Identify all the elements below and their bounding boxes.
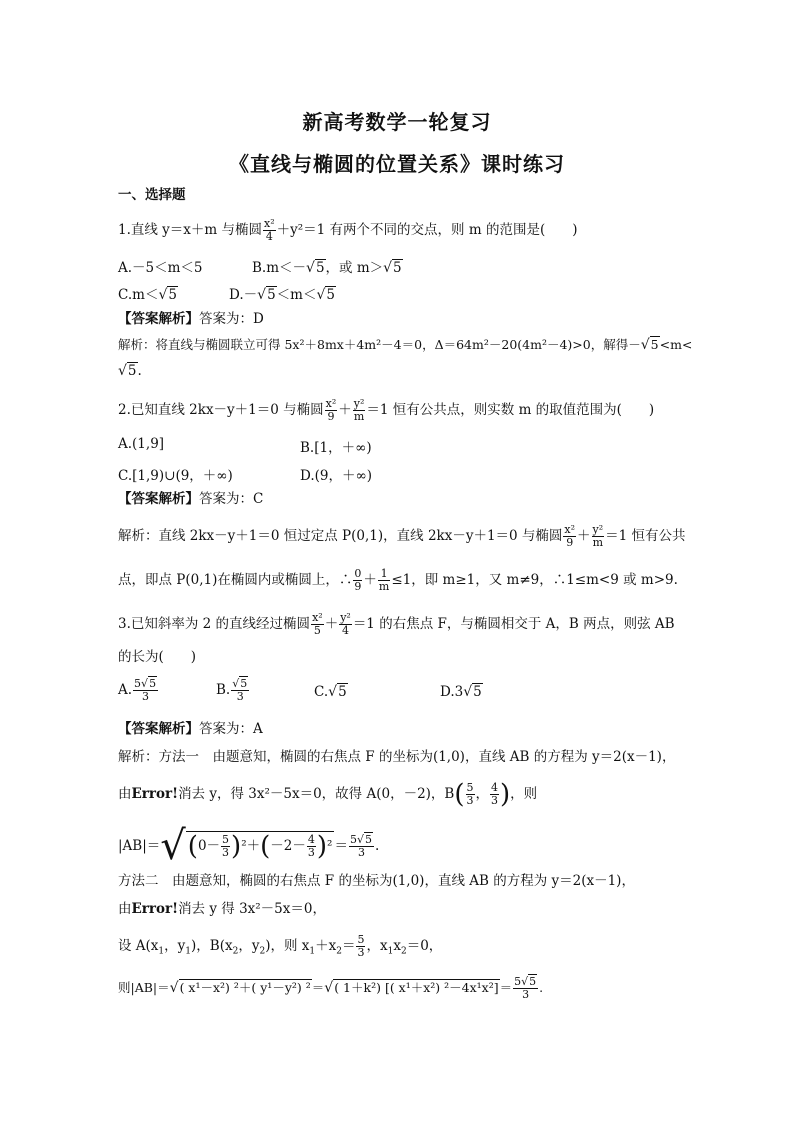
q2-option-a: A.(1,9] [118, 436, 165, 452]
q3-method2: 方法二 由题意知，椭圆的右焦点 F 的坐标为(1,0)，直线 AB 的方程为 y＝2(x－1)， [118, 873, 635, 889]
q2-solution: 解析：直线 2kx－y＋1＝0 恒过定点 P(0,1)，直线 2kx－y＋1＝0 与椭圆 $\frac{\text{x²}}{9}$ ＋ $\frac{\text{y²}}{m}$ ＝1 恒有公共 [118, 523, 686, 549]
q1-option-c: C.m＜√5 [118, 287, 177, 303]
q1-solution: 解析：将直线与椭圆联立可得 5x²＋8mx＋4m²－4＝0，Δ＝64m²－20(4m²－4)>0，解得－√5<m< [118, 337, 693, 353]
q3-method2-result: 则|AB|＝√( x¹－x²) ²＋( y¹－y²) ²＝√( 1＋k²) [( x¹＋x²) ²－4x¹x²]＝ $\frac{5√5}{3}$ . [118, 975, 544, 1001]
question-1: 1.直线 y＝x＋m 与椭圆 $\frac{\text{x²}}{4}$ ＋y²＝1 有两个不同的交点，则 m 的范围是( ) [118, 217, 578, 243]
q2-solution-cont: 点，即点 P(0,1)在椭圆内或椭圆上，∴ $\frac{0}{9}$ ＋ $\frac{1}{m}$ ≤1，即 m≥1，又 m≠9，∴1≤m<9 或 m>9. [118, 567, 678, 593]
q1-option-a: A.－5＜m＜5 [118, 260, 203, 276]
fraction: $\frac{\text{x²}}{4}$ [264, 217, 275, 243]
q3-option-a: A. $\frac{5√5}{3}$ [118, 677, 157, 703]
q3-ab-formula: |AB|＝√(0－ $\frac{5}{3}$ )²＋(－2－ $\frac{4}{3}$ )² ＝ $\frac{5√5}{3}$ . [118, 823, 380, 869]
q2-option-d: D.(9，＋∞) [300, 468, 373, 484]
q2-option-c: C.[1,9)∪(9，＋∞) [118, 468, 233, 484]
question-2: 2.已知直线 2kx－y＋1＝0 与椭圆 $\frac{\text{x²}}{9}$ ＋ $\frac{\text{y²}}{m}$ ＝1 恒有公共点，则实数 m 的取值范围为( ) [118, 397, 655, 423]
section-heading: 一、选择题 [118, 187, 186, 203]
q2-option-b: B.[1，＋∞) [300, 440, 372, 456]
question-3: 3.已知斜率为 2 的直线经过椭圆 $\frac{\text{x²}}{5}$ ＋ $\frac{\text{y²}}{4}$ ＝1 的右焦点 F，与椭圆相交于 A，B 两点，则弦 AB [118, 611, 675, 637]
q3-method1: 解析：方法一 由题意知，椭圆的右焦点 F 的坐标为(1,0)，直线 AB 的方程为 y＝2(x－1)， [118, 749, 676, 765]
q1-answer: 【答案解析】答案为：D [118, 311, 264, 327]
q1-option-d: D.－√5＜m＜√5 [229, 287, 335, 303]
q1-solution-cont: √5. [118, 363, 142, 379]
question-3-cont: 的长为( ) [118, 649, 197, 665]
q3-answer: 【答案解析】答案为：A [118, 721, 263, 737]
doc-title: 新高考数学一轮复习 [302, 110, 492, 134]
doc-subtitle: 《直线与椭圆的位置关系》课时练习 [229, 152, 565, 176]
q3-option-d: D.3√5 [440, 684, 482, 700]
q3-option-c: C.√5 [314, 684, 347, 700]
q3-method1-step: 由Error!消去 y，得 3x²－5x＝0，故得 A(0，－2)，B( $\frac{5}{3}$ ， $\frac{4}{3}$ )，则 [118, 779, 538, 810]
q3-method2-vieta: 设 $A(x_1$，$y_1$)，$B(x_2$，$y_2$)，则 $x_1+x_2=$ $\frac{5}{3}$ ，$x_1x_2=0$， [118, 933, 443, 959]
q3-option-b: B. $\frac{√5}{3}$ [216, 677, 248, 703]
q1-option-b: B.m＜－√5，或 m＞√5 [252, 260, 402, 276]
q3-method2-step: 由Error!消去 y 得 3x²－5x＝0， [118, 901, 326, 917]
q2-answer: 【答案解析】答案为：C [118, 491, 264, 507]
